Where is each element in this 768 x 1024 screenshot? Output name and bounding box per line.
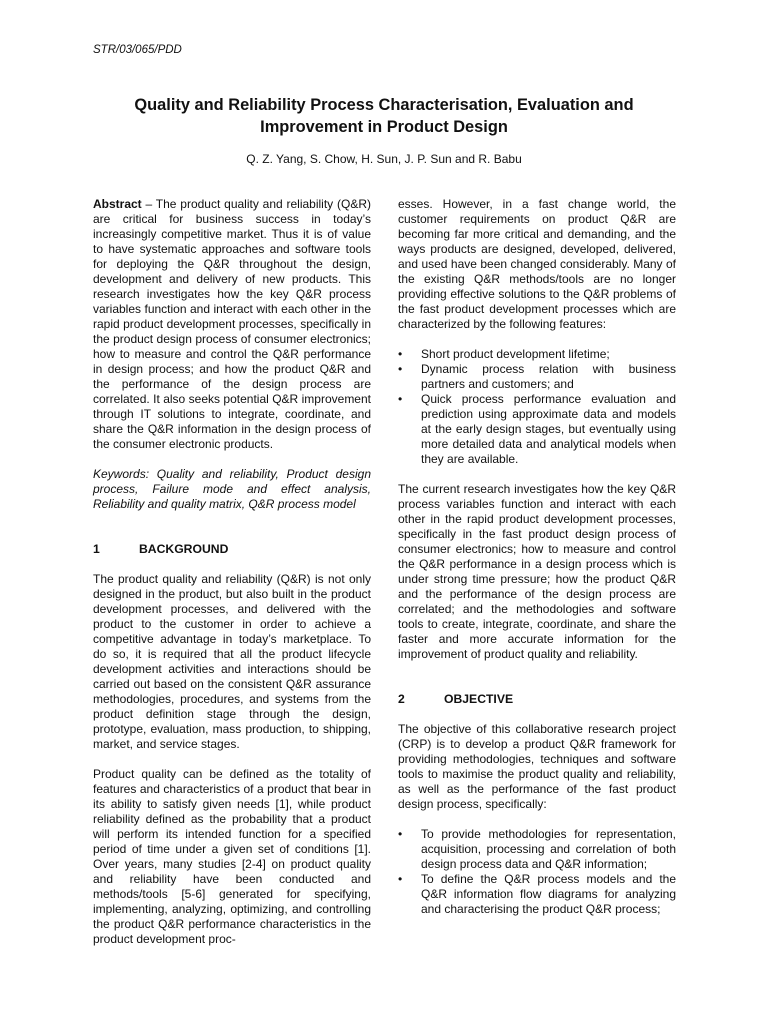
- list-item: • Short product development lifetime;: [398, 347, 610, 361]
- bullet-icon: •: [398, 827, 403, 841]
- objectives-list: [398, 827, 676, 917]
- background-paragraph-1: The product quality and reliability (Q&R) is not only designed in the product, but also built in the product development processes, and delivered with the product to the customer in order to achieve a competitive advantage in today’s marketplace. To do so, it is required that all the product lifecycle development activities and interactions should be carried out based on the consistent Q&R assurance methodologies, procedures, and systems from the product definition stage through the design, prototype, evaluation, mass production, to shipping, market, and service stages.: [93, 572, 371, 751]
- keywords: Keywords: Quality and reliability, Product design process, Failure mode and effect analysis, Reliability and quality matrix, Q&R process model: [93, 467, 371, 511]
- paper-title: [60, 94, 708, 138]
- bullet-icon: •: [398, 347, 403, 361]
- list-item: • To provide methodologies for representation, acquisition, processing and correlation of both design process data and Q&R information;: [398, 827, 676, 871]
- background-paragraph-4: The current research investigates how the key Q&R process variables function and interact with each other in the rapid product development processes, specifically in the fast product design process of consumer electronics; how to measure and control the Q&R performance in a design process which is under strong time pressure; how the product Q&R and the performance of the design process are correlated; and the methodologies and software tools to create, integrate, coordinate, and share the faster and more accurate information for the improvement of product quality and reliability.: [398, 482, 676, 661]
- document-reference: STR/03/065/PDD: [93, 44, 182, 56]
- abstract: [93, 197, 371, 452]
- bullet-icon: •: [398, 872, 403, 886]
- section-1-number: 1: [93, 542, 100, 556]
- title-line-1: Quality and Reliability Process Characterisation, Evaluation and: [134, 96, 634, 114]
- section-1-title: BACKGROUND: [139, 542, 229, 556]
- list-item: • Quick process performance evaluation and prediction using approximate data and models at the early design stages, but eventually using more detailed data and analytical models when they are available.: [398, 392, 676, 466]
- features-list: [398, 347, 676, 467]
- section-2-number: 2: [398, 692, 405, 706]
- abstract-text: – The product quality and reliability (Q&R) are critical for business success in today’s increasingly competitive market. Thus it is of value to have systematic approaches and software tools for deploying the Q&R throughout the design, development and delivery of new products. This research investigates how the key Q&R process variables function and interact with each other in the rapid product development processes, specifically in the product design process of consumer electronics; how to measure and control the Q&R performance in design process; and how the product Q&R and the performance of the design process are correlated. It also seeks potential Q&R improvement through IT solutions to integrate, coordinate, and share the Q&R information in the design process of the consumer electronic products.: [93, 197, 371, 451]
- section-1-heading: [93, 542, 371, 557]
- authors: Q. Z. Yang, S. Chow, H. Sun, J. P. Sun and R. Babu: [246, 152, 522, 166]
- section-2-heading: [398, 692, 676, 707]
- title-line-2: Improvement in Product Design: [260, 118, 508, 136]
- bullet-icon: •: [398, 392, 403, 406]
- background-paragraph-3: esses. However, in a fast change world, the customer requirements on product Q&R are becoming far more critical and demanding, and the ways products are designed, developed, delivered, and used have been changed considerably. Many of the existing Q&R methods/tools are no longer providing effective solutions to the Q&R problems of the fast product development processes which are characterized by the following features:: [398, 197, 676, 331]
- objective-paragraph: The objective of this collaborative research project (CRP) is to develop a product Q&R framework for providing methodologies, techniques and software tools to maximise the product quality and reliability, as well as the performance of the fast product design process, specifically:: [398, 722, 676, 811]
- background-paragraph-2: Product quality can be defined as the totality of features and characteristics of a product that bear in its ability to satisfy given needs [1], while product reliability defined as the probability that a product will perform its intended function for a specified period of time under a given set of conditions [1]. Over years, many studies [2-4] on product quality and reliability have been conducted and methods/tools [5-6] generated for specifying, implementing, analyzing, optimizing, and controlling the product Q&R performance characteristics in the product development proc-: [93, 767, 371, 946]
- right-column: [398, 197, 676, 917]
- abstract-label: Abstract: [93, 197, 142, 211]
- list-item: • To define the Q&R process models and the Q&R information flow diagrams for analyzing and characterising the product Q&R process;: [398, 872, 676, 916]
- list-item: • Dynamic process relation with business partners and customers; and: [398, 362, 676, 391]
- bullet-icon: •: [398, 362, 403, 376]
- section-2-title: OBJECTIVE: [444, 692, 514, 706]
- left-column: [93, 197, 371, 947]
